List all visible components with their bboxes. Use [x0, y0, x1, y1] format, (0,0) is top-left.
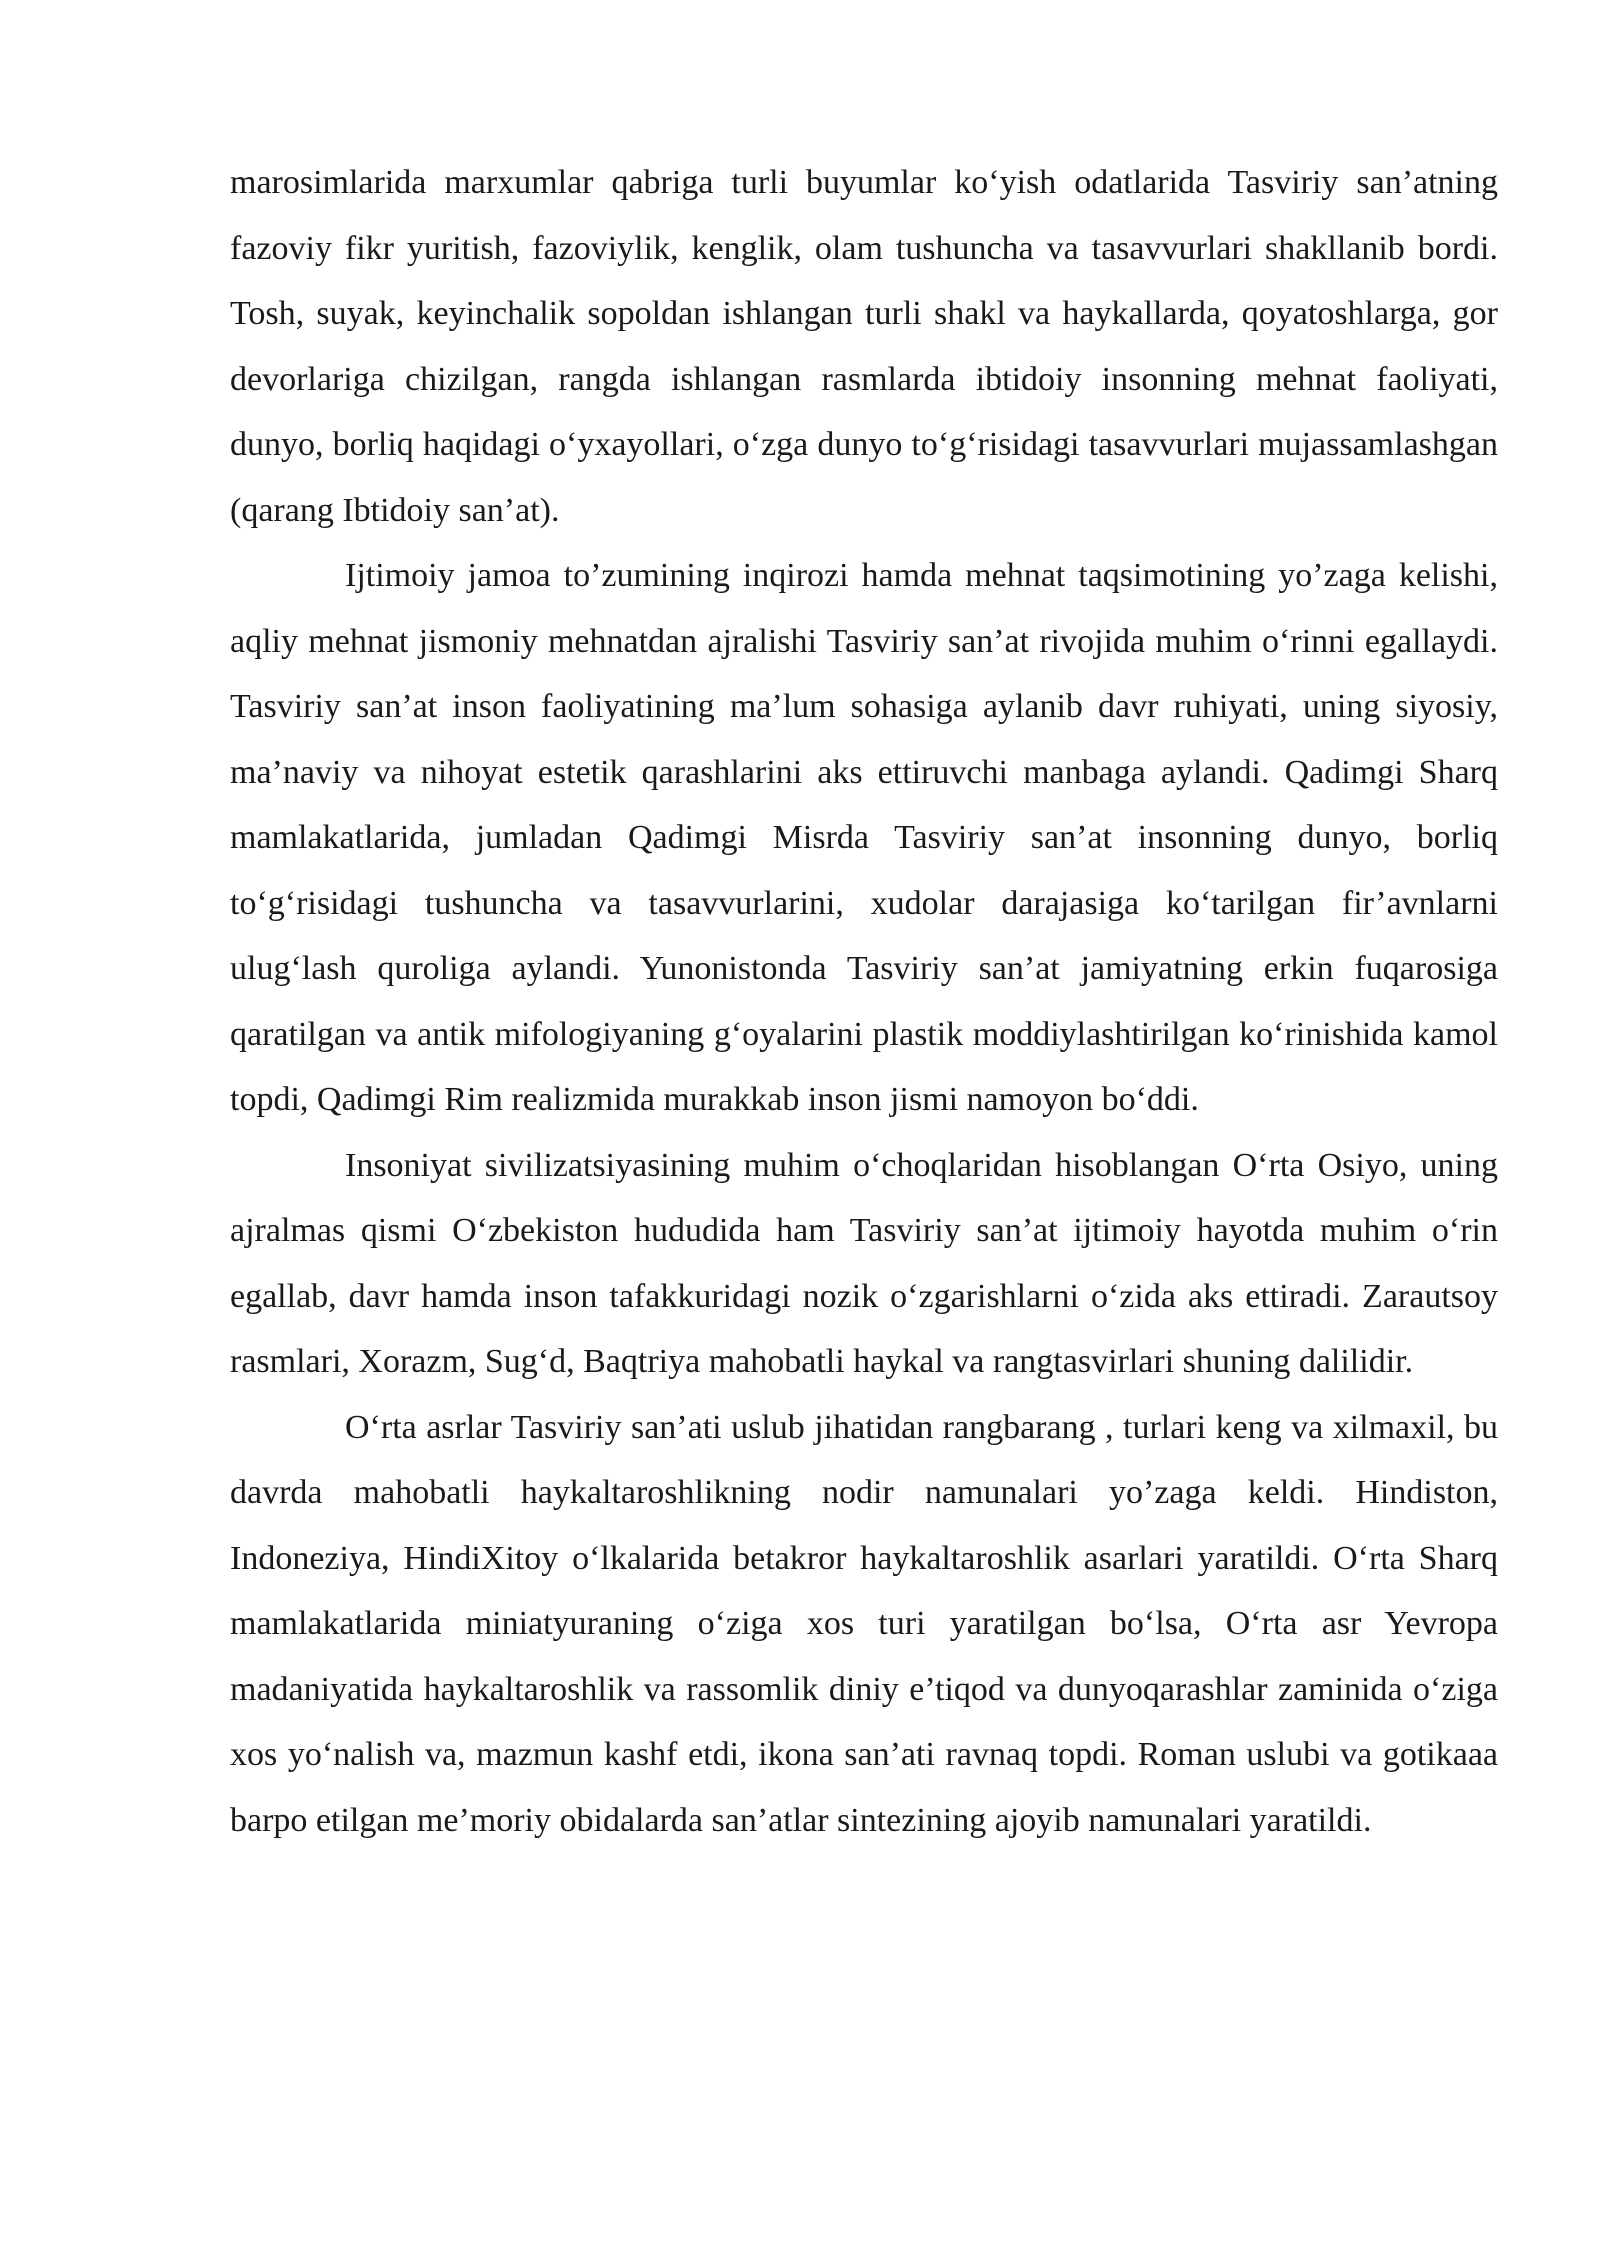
- paragraph-2: Ijtimoiy jamoa to’zumining inqirozi hamda mehnat taqsimotining yo’zaga kelishi, aqliy mehnat jismoniy mehnatdan ajralishi Tasviriy san’at rivojida muhim o‘rinni egallaydi. Tasviriy san’at inson faoliyatining ma’lum sohasiga aylanib davr ruhiyati, uning siyosiy, ma’naviy va nihoyat estetik qarashlarini aks ettiruvchi manbaga aylandi. Qadimgi Sharq mamlakatlarida, jumladan Qadimgi Misrda Tasviriy san’at insonning dunyo, borliq to‘g‘risidagi tushuncha va tasavvurlarini, xudolar darajasiga ko‘tarilgan fir’avnlarni ulug‘lash quroliga aylandi. Yunonistonda Tasviriy san’at jamiyatning erkin fuqarosiga qaratilgan va antik mifologiyaning g‘oyalarini plastik moddiylashtirilgan ko‘rinishida kamol topdi, Qadimgi Rim realizmida murakkab inson jismi namoyon bo‘ddi.: [230, 557, 1498, 1118]
- paragraph-3: Insoniyat sivilizatsiyasining muhim o‘choqlaridan hisoblangan O‘rta Osiyo, uning ajralmas qismi O‘zbekiston hududida ham Tasviriy san’at ijtimoiy hayotda muhim o‘rin egallab, davr hamda inson tafakkuridagi nozik o‘zgarishlarni o‘zida aks ettiradi. Zarautsoy rasmlari, Xorazm, Sug‘d, Baqtriya mahobatli haykal va rangtasvirlari shuning dalilidir.: [230, 1146, 1498, 1380]
- paragraph-4: O‘rta asrlar Tasviriy san’ati uslub jihatidan rangbarang , turlari keng va xilmaxil, bu davrda mahobatli haykaltaroshlikning nodir namunalari yo’zaga keldi. Hindiston, Indoneziya, HindiXitoy o‘lkalarida betakror haykaltaroshlik asarlari yaratildi. O‘rta Sharq mamlakatlarida miniatyuraning o‘ziga xos turi yaratilgan bo‘lsa, O‘rta asr Yevropa madaniyatida haykaltaroshlik va rassomlik diniy e’tiqod va dunyoqarashlar zaminida o‘ziga xos yo‘nalish va, mazmun kashf etdi, ikona san’ati ravnaq topdi. Roman uslubi va gotikaaa barpo etilgan me’moriy obidalarda san’atlar sintezining ajoyib namunalari yaratildi.: [230, 1408, 1498, 1839]
- document-page: [230, 150, 1498, 1853]
- paragraph-1: marosimlarida marxumlar qabriga turli buyumlar ko‘yish odatlarida Tasviriy san’atning fazoviy fikr yuritish, fazoviylik, kenglik, olam tushuncha va tasavvurlari shakllanib bordi. Tosh, suyak, keyinchalik sopoldan ishlangan turli shakl va haykallarda, qoyatoshlarga, gor devorlariga chizilgan, rangda ishlangan rasmlarda ibtidoiy insonning mehnat faoliyati, dunyo, borliq haqidagi o‘yxayollari, o‘zga dunyo to‘g‘risidagi tasavvurlari mujassamlashgan (qarang Ibtidoiy san’at).: [230, 164, 1498, 529]
